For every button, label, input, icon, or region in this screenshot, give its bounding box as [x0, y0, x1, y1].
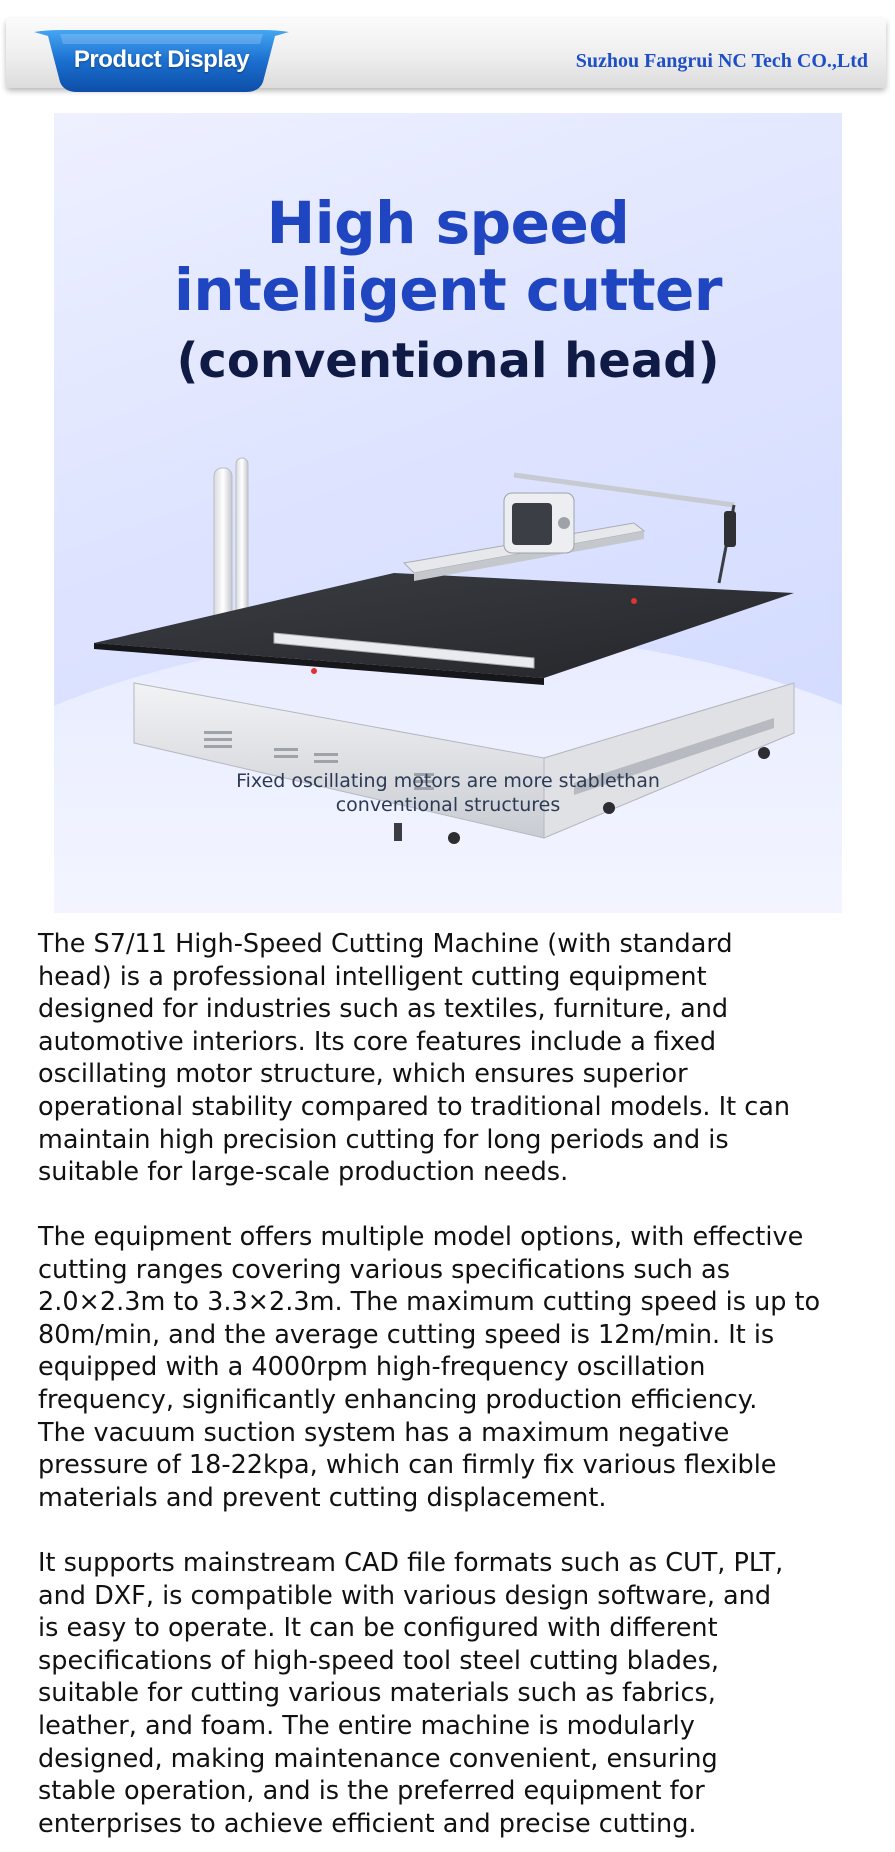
hero-caption-line-1: Fixed oscillating motors are more stablethan: [236, 770, 660, 792]
hero-title-line-1: High speed: [266, 189, 630, 257]
text-line: designed, making maintenance convenient, ensuring: [38, 1743, 718, 1774]
text-line: equipped with a 4000rpm high-frequency oscillation: [38, 1352, 706, 1383]
text-line: specifications of high-speed tool steel cutting blades,: [38, 1645, 719, 1676]
text-line: suitable for cutting various materials such as fabrics,: [38, 1678, 716, 1709]
product-display-tab: [34, 30, 289, 96]
text-line: The vacuum suction system has a maximum negative: [38, 1417, 730, 1448]
text-line: pressure of 18-22kpa, which can firmly fix various flexible: [38, 1450, 777, 1481]
text-line: operational stability compared to traditional models. It can: [38, 1091, 791, 1122]
text-line: suitable for large-scale production needs.: [38, 1157, 569, 1188]
text-line: automotive interiors. Its core features include a fixed: [38, 1026, 717, 1057]
text-line: is easy to operate. It can be configured with different: [38, 1613, 718, 1644]
text-line: 80m/min, and the average cutting speed is 12m/min. It is: [38, 1319, 775, 1350]
text-line: leather, and foam. The entire machine is modularly: [38, 1710, 695, 1741]
tab-label: Product Display: [73, 46, 250, 73]
text-line: It supports mainstream CAD file formats such as CUT, PLT,: [38, 1548, 784, 1578]
description-paragraph-3: [38, 1547, 858, 1840]
text-line: designed for industries such as textiles, furniture, and: [38, 994, 729, 1025]
text-line: maintain high precision cutting for long periods and is: [38, 1124, 729, 1155]
hero-title-line-2: intelligent cutter: [173, 256, 722, 324]
text-line: The equipment offers multiple model options, with effective: [38, 1222, 804, 1252]
description-paragraph-1: [38, 928, 858, 1189]
text-line: The S7/11 High-Speed Cutting Machine (with standard: [38, 929, 733, 959]
text-line: enterprises to achieve efficient and precise cutting.: [38, 1808, 697, 1839]
hero-subtitle: (conventional head): [176, 333, 720, 389]
header-bar: [6, 18, 886, 88]
text-line: cutting ranges covering various specifications such as: [38, 1254, 730, 1285]
text-line: and DXF, is compatible with various design software, and: [38, 1580, 772, 1611]
text-line: stable operation, and is the preferred equipment for: [38, 1776, 705, 1807]
company-name: Suzhou Fangrui NC Tech CO.,Ltd: [575, 50, 868, 72]
text-line: 2.0×2.3m to 3.3×2.3m. The maximum cutting speed is up to: [38, 1287, 821, 1318]
hero-banner: [54, 113, 842, 913]
text-line: frequency, significantly enhancing production efficiency.: [38, 1384, 758, 1415]
hero-caption-line-2: conventional structures: [335, 794, 561, 816]
text-line: materials and prevent cutting displacement.: [38, 1482, 607, 1513]
text-line: head) is a professional intelligent cutting equipment: [38, 961, 707, 992]
description-paragraph-2: [38, 1221, 858, 1514]
text-line: oscillating motor structure, which ensures superior: [38, 1059, 688, 1090]
